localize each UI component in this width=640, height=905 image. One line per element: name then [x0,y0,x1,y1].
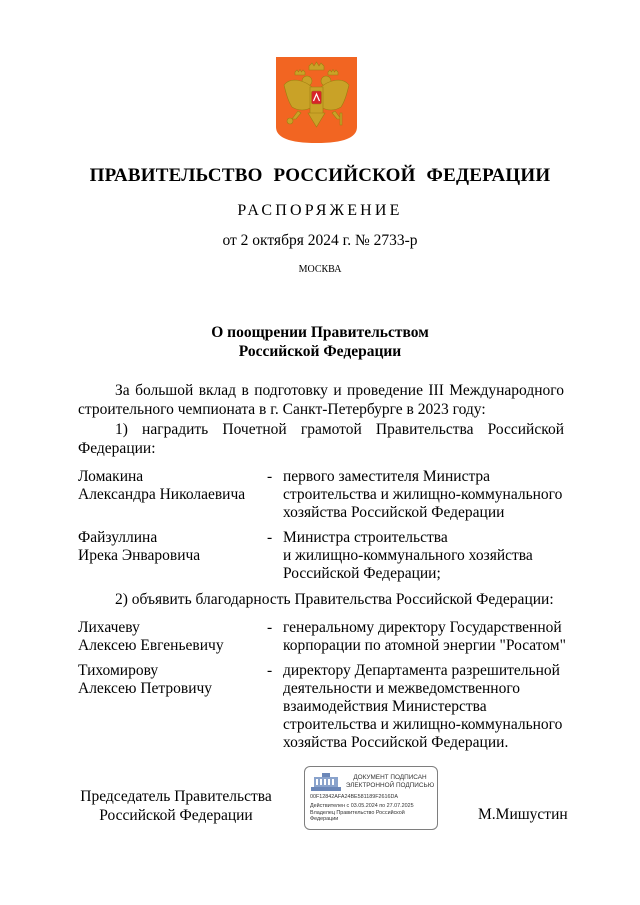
item-1-paragraph: 1) наградить Почетной грамотой Правительства Российской Федерации: [78,421,564,457]
awardee-name: Файзуллина Ирека Энваровича [78,529,201,564]
subject-line-2: Российской Федерации [238,343,402,360]
electronic-signature-stamp [304,766,438,830]
signer-position: Председатель Правительства Российской Федерации [80,788,272,824]
thanked-role: генеральному директору Государственной корпорации по атомной энергии "Росатом" [283,619,566,654]
thanked-name: Лихачеву Алексею Евгеньевичу [78,619,224,654]
awardee-name: Ломакина Александра Николаевича [78,468,246,503]
stamp-validity: Действителен с 03.05.2024 по 27.07.2025 [310,803,414,809]
document-kind: РАСПОРЯЖЕНИЕ [237,202,403,219]
document-date-number: от 2 октября 2024 г. № 2733-р [222,232,418,249]
thanked-name: Тихомирову Алексею Петровичу [78,662,213,697]
government-title: ПРАВИТЕЛЬСТВО РОССИЙСКОЙ ФЕДЕРАЦИИ [89,165,551,186]
document-city: МОСКВА [298,264,342,275]
item-2-paragraph: 2) объявить благодарность Правительства Российской Федерации: [115,591,554,608]
intro-paragraph: За большой вклад в подготовку и проведение III Международного строительного чемпионата в г. Санкт-Петербурге в 2023 году: [78,382,564,418]
stamp-owner: Владелец Правительство Российской Федерации [310,810,405,823]
awardee-role: Министра строительства и жилищно-коммунального хозяйства Российской Федерации; [283,529,533,582]
russian-coat-of-arms-icon [276,57,357,143]
stamp-serial: 00F12842AFA24BE581189F2616DA [310,794,399,800]
signer-name: М.Мишустин [478,806,568,823]
stamp-title: ДОКУМЕНТ ПОДПИСАН ЭЛЕКТРОННОЙ ПОДПИСЬЮ [345,774,435,789]
document-subject [0,323,640,361]
dash: - [267,529,273,546]
awardee-role: первого заместителя Министра строительства и жилищно-коммунального хозяйства Российской Федерации [283,468,563,521]
dash: - [267,662,273,679]
dash: - [267,619,273,636]
dash: - [267,468,273,485]
thanked-role: директору Департамента разрешительной деятельности и межведомственного взаимодействия Министерства строительства и жилищно-коммунального хозяйства Российской Федерации. [283,662,563,751]
subject-line-1: О поощрении Правительством [211,324,429,341]
building-icon [311,773,341,791]
